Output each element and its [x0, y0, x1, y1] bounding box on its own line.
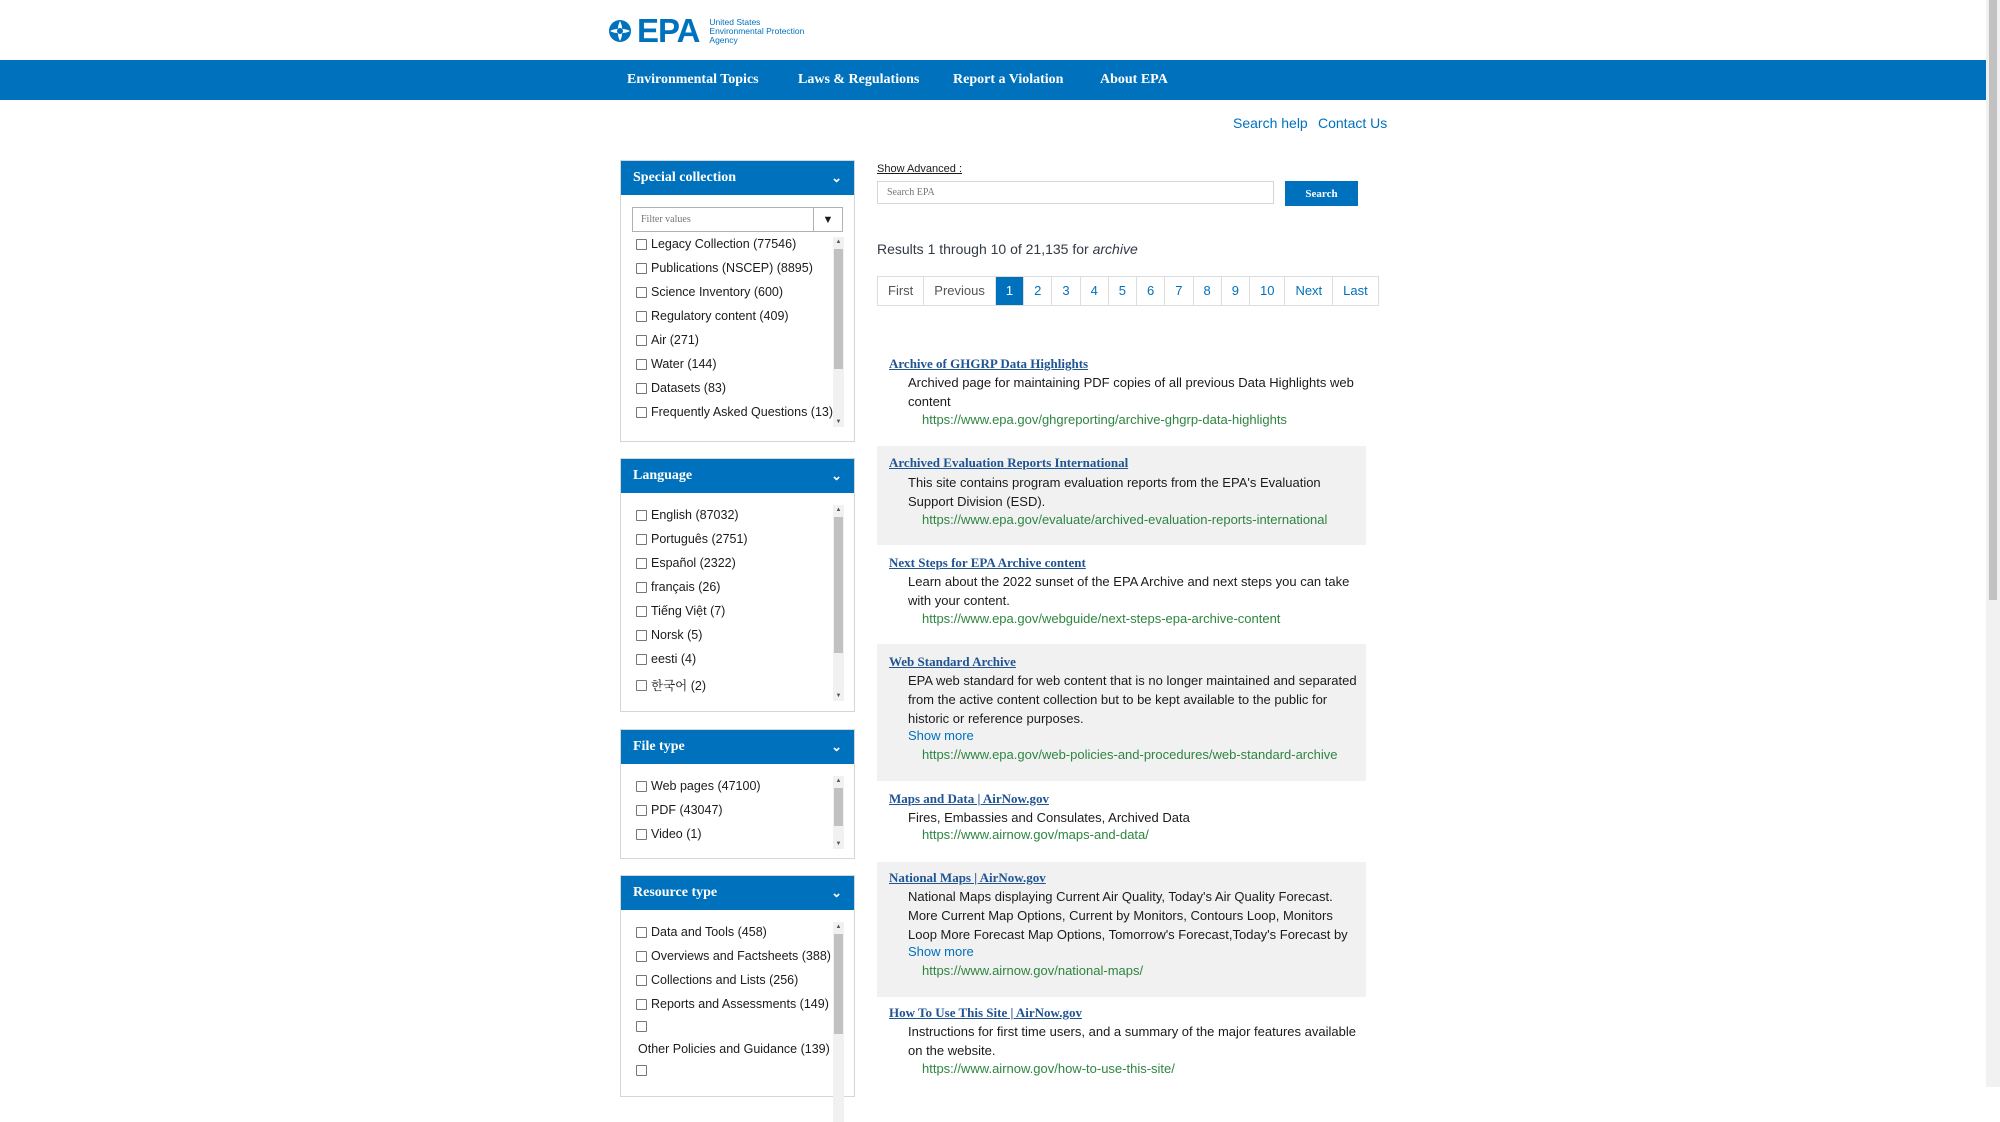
results-summary: Results 1 through 10 of 21,135 for archive — [877, 241, 1138, 257]
logo-subtitle: United States Environmental Protection Agency — [709, 16, 805, 45]
facet-option-checkbox[interactable] — [636, 1021, 651, 1032]
chevron-down-icon: ⌄ — [831, 885, 842, 900]
facet-title: Language — [633, 468, 693, 483]
page-8[interactable]: 8 — [1194, 277, 1222, 305]
facet-header[interactable] — [621, 161, 854, 195]
page-7[interactable]: 7 — [1165, 277, 1193, 305]
site-header — [0, 0, 1986, 60]
page-1[interactable]: 1 — [996, 277, 1024, 305]
result-url[interactable]: https://www.airnow.gov/maps-and-data/ — [922, 827, 1149, 842]
result-item — [877, 997, 1366, 1087]
show-more-link[interactable]: Show more — [908, 728, 974, 743]
facet-option[interactable]: Español (2322) — [636, 556, 736, 570]
result-description: Fires, Embassies and Consulates, Archived Data — [908, 810, 1190, 825]
facet-option[interactable]: Português (2751) — [636, 532, 748, 546]
facet-option-label[interactable]: Other Policies and Guidance (139) — [638, 1042, 830, 1056]
facet-special-collection — [620, 160, 855, 442]
facet-scrollbar[interactable]: ▲ ▼ — [833, 505, 844, 701]
facet-scrollbar[interactable]: ▲ ▼ — [833, 776, 844, 849]
chevron-down-icon: ⌄ — [831, 739, 842, 754]
facet-scrollbar[interactable]: ▲ — [833, 922, 844, 1122]
result-title-link[interactable]: National Maps | AirNow.gov — [889, 870, 1046, 885]
facet-option[interactable]: Norsk (5) — [636, 628, 702, 642]
result-description: National Maps displaying Current Air Quality, Today's Air Quality Forecast. More Current Map Options, Current by Monitors, Contours Loop, Monitors Loop More Forecast Map Options, Tomorrow's Forecast,Today's Forecast by — [908, 889, 1348, 942]
epa-flower-icon — [607, 18, 633, 44]
page-scrollbar[interactable] — [1986, 0, 2000, 1087]
result-description: This site contains program evaluation reports from the EPA's Evaluation Support Division (ESD). — [908, 475, 1321, 509]
facet-title: Special collection — [633, 170, 737, 185]
facet-header[interactable] — [621, 876, 854, 910]
facet-resource-type — [620, 875, 855, 1097]
result-title-link[interactable]: Maps and Data | AirNow.gov — [889, 791, 1049, 806]
page-first[interactable]: First — [878, 277, 924, 305]
result-description: Instructions for first time users, and a summary of the major features available on the website. — [908, 1024, 1356, 1058]
facet-option[interactable]: français (26) — [636, 580, 720, 594]
nav-laws-regulations[interactable]: Laws & Regulations — [798, 72, 920, 87]
facet-option[interactable]: Datasets (83) — [636, 381, 726, 395]
epa-logo[interactable] — [607, 12, 805, 49]
result-description: Archived page for maintaining PDF copies of all previous Data Highlights web content — [908, 375, 1354, 409]
page-3[interactable]: 3 — [1052, 277, 1080, 305]
search-button[interactable]: Search — [1285, 181, 1358, 206]
filter-values-input[interactable] — [633, 208, 813, 231]
facet-option[interactable]: eesti (4) — [636, 652, 696, 666]
page-last[interactable]: Last — [1343, 283, 1368, 298]
page-2[interactable]: 2 — [1024, 277, 1052, 305]
result-url[interactable]: https://www.epa.gov/webguide/next-steps-epa-archive-content — [922, 611, 1281, 626]
result-description: Learn about the 2022 sunset of the EPA Archive and next steps you can take with your content. — [908, 574, 1350, 608]
logo-text: EPA — [637, 12, 700, 49]
facet-option[interactable]: Reports and Assessments (149) — [636, 997, 829, 1011]
facet-language — [620, 458, 855, 712]
query-term: archive — [1092, 241, 1138, 257]
facet-option[interactable]: PDF (43047) — [636, 803, 723, 817]
facet-option[interactable]: English (87032) — [636, 508, 739, 522]
search-help-link[interactable]: Search help — [1233, 115, 1308, 131]
result-item — [877, 781, 1366, 861]
result-url[interactable]: https://www.airnow.gov/how-to-use-this-site/ — [922, 1061, 1175, 1076]
facet-option[interactable]: Water (144) — [636, 357, 717, 371]
pagination — [877, 276, 1379, 306]
contact-us-link[interactable]: Contact Us — [1318, 115, 1388, 131]
facet-option[interactable]: Regulatory content (409) — [636, 309, 789, 323]
facet-option[interactable]: 한국어 (2) — [636, 676, 706, 694]
page-10[interactable]: 10 — [1250, 277, 1285, 305]
result-title-link[interactable]: Archived Evaluation Reports International — [889, 455, 1129, 470]
result-title-link[interactable]: Archive of GHGRP Data Highlights — [889, 356, 1089, 371]
page-6[interactable]: 6 — [1137, 277, 1165, 305]
filter-values-field — [632, 207, 843, 232]
facet-title: File type — [633, 739, 685, 754]
page-4[interactable]: 4 — [1081, 277, 1109, 305]
facet-option[interactable]: Collections and Lists (256) — [636, 973, 798, 987]
result-title-link[interactable]: Web Standard Archive — [889, 654, 1016, 669]
facet-option[interactable]: Video (1) — [636, 827, 702, 841]
result-item — [877, 446, 1366, 545]
page-9[interactable]: 9 — [1222, 277, 1250, 305]
facet-scrollbar[interactable]: ▲ ▼ — [833, 237, 844, 427]
result-description: EPA web standard for web content that is no longer maintained and separated from the active content collection but to be kept available to the public for historic or reference purposes. — [908, 673, 1357, 726]
result-url[interactable]: https://www.epa.gov/evaluate/archived-evaluation-reports-international — [922, 512, 1328, 527]
result-url[interactable]: https://www.airnow.gov/national-maps/ — [922, 963, 1144, 978]
result-url[interactable]: https://www.epa.gov/ghgreporting/archive-ghgrp-data-highlights — [922, 412, 1287, 427]
result-item — [877, 545, 1366, 644]
nav-environmental-topics[interactable]: Environmental Topics — [627, 72, 759, 87]
facet-option[interactable]: Air (271) — [636, 333, 699, 347]
facet-option[interactable]: Tiếng Việt (7) — [636, 604, 725, 618]
facet-option[interactable]: Science Inventory (600) — [636, 285, 783, 299]
page-next[interactable]: Next — [1285, 277, 1333, 305]
result-item — [877, 862, 1366, 997]
chevron-down-icon: ⌄ — [831, 170, 842, 185]
facet-title: Resource type — [633, 885, 718, 900]
facet-option-checkbox[interactable] — [636, 1065, 651, 1076]
facet-header[interactable] — [621, 459, 854, 493]
nav-about-epa[interactable]: About EPA — [1100, 72, 1168, 87]
show-more-link[interactable]: Show more — [908, 944, 974, 959]
result-url[interactable]: https://www.epa.gov/web-policies-and-procedures/web-standard-archive — [922, 747, 1338, 762]
page-previous[interactable]: Previous — [924, 277, 996, 305]
filter-funnel-icon[interactable]: ▼ — [813, 208, 842, 231]
facet-option[interactable]: Web pages (47100) — [636, 779, 761, 793]
search-input[interactable] — [877, 181, 1274, 204]
chevron-down-icon: ⌄ — [831, 468, 842, 483]
nav-report-violation[interactable]: Report a Violation — [953, 72, 1064, 87]
result-item — [877, 346, 1366, 432]
facet-option[interactable]: Frequently Asked Questions (13) — [636, 405, 833, 419]
facet-option[interactable]: Overviews and Factsheets (388) — [636, 949, 831, 963]
facet-option[interactable]: Legacy Collection (77546) — [636, 237, 796, 251]
facet-header[interactable] — [621, 730, 854, 764]
result-item — [877, 644, 1366, 781]
facet-option[interactable]: Data and Tools (458) — [636, 925, 767, 939]
page-5[interactable]: 5 — [1109, 277, 1137, 305]
facet-option[interactable]: Publications (NSCEP) (8895) — [636, 261, 813, 275]
result-title-link[interactable]: Next Steps for EPA Archive content — [889, 555, 1086, 570]
result-title-link[interactable]: How To Use This Site | AirNow.gov — [889, 1005, 1082, 1020]
main-nav — [0, 60, 1986, 100]
show-advanced-link[interactable]: Show Advanced : — [877, 163, 963, 175]
facet-file-type — [620, 729, 855, 859]
